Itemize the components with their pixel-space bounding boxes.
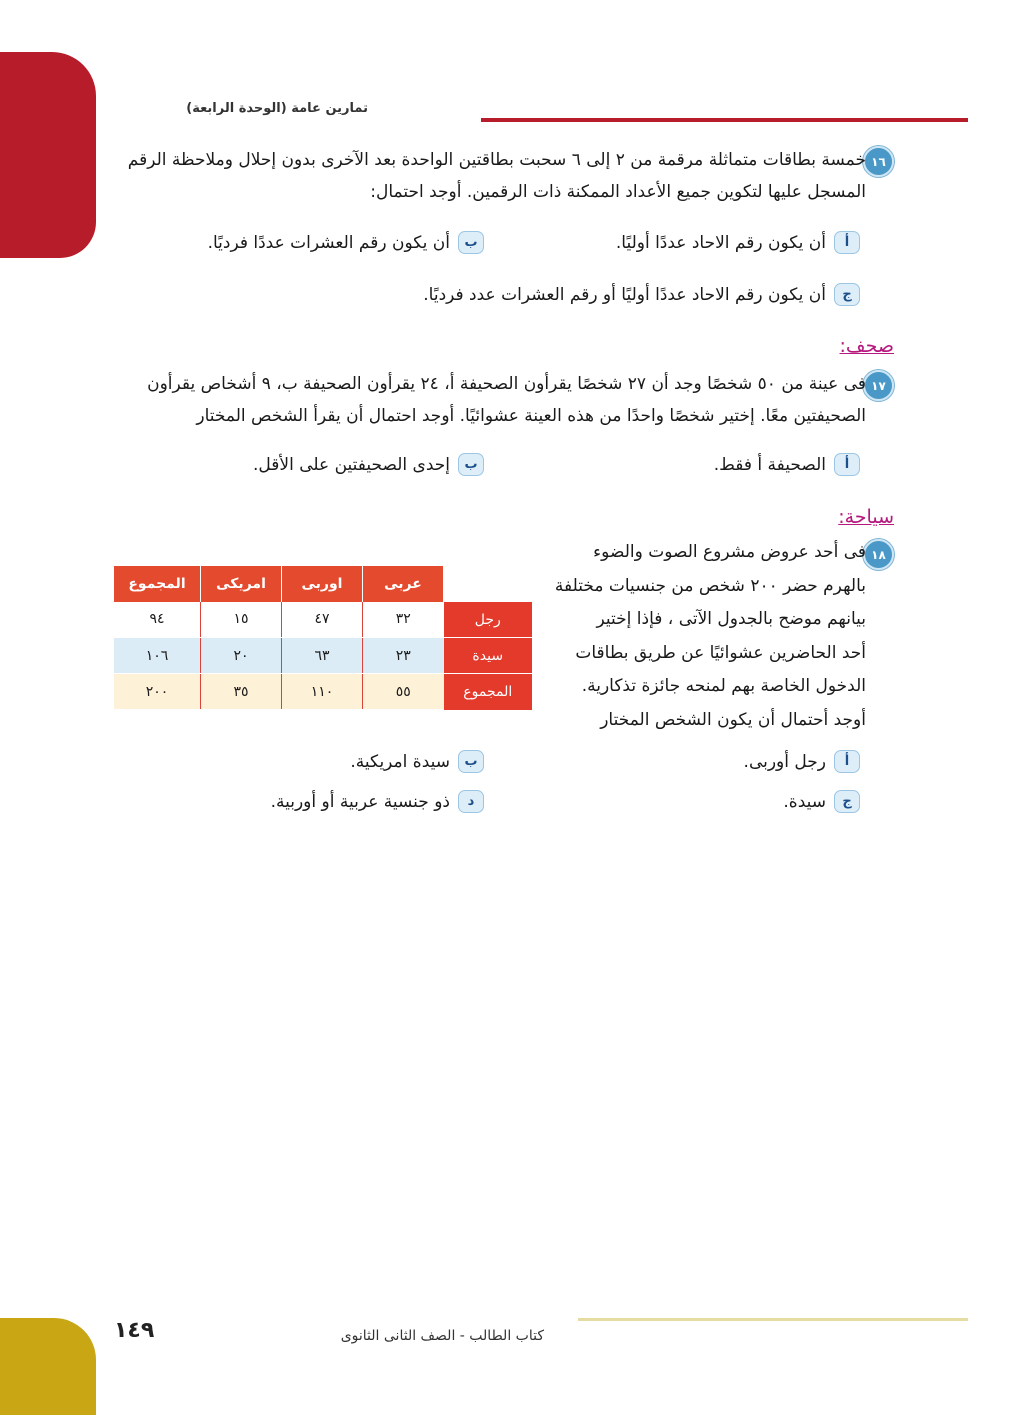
question-18-line-2: بالهرم حضر ٢٠٠ شخص من جنسيات مختلفة xyxy=(554,575,866,596)
page-number: ١٤٩ xyxy=(114,1318,155,1343)
option-a-text: الصحيفة أ فقط. xyxy=(713,454,826,475)
question-17-number-badge: ١٧ xyxy=(863,370,894,401)
option-b-text: سيدة امريكية. xyxy=(350,751,450,772)
table-cell: ١٠٦ xyxy=(114,638,201,674)
table-cell: ٦٣ xyxy=(282,638,363,674)
table-header-row xyxy=(114,566,532,602)
nationality-table xyxy=(114,566,532,710)
option-a-badge: أ xyxy=(834,453,860,476)
question-18-option-a xyxy=(744,750,860,773)
question-16-text xyxy=(114,144,866,208)
question-18-line-4: أحد الحاضرين عشوائيًا عن طريق بطاقات xyxy=(575,642,866,663)
question-18-line-5: الدخول الخاصة بهم لمنحه جائزة تذكارية. xyxy=(581,676,866,696)
question-18-number-badge: ١٨ xyxy=(863,539,894,570)
question-18-option-d xyxy=(271,790,484,813)
table-corner-cell xyxy=(444,566,533,602)
table-cell: ١٥ xyxy=(201,602,282,638)
table-cell: ٢٠٠ xyxy=(114,674,201,710)
option-b-badge: ب xyxy=(458,453,484,476)
table-cell: ٣٢ xyxy=(363,602,444,638)
section-heading-newspapers: صحف: xyxy=(839,335,894,357)
table-header-cell: امريكى xyxy=(201,566,282,602)
option-a-text: رجل أوربى. xyxy=(743,751,826,772)
option-b-text: إحدى الصحيفتين على الأقل. xyxy=(253,454,450,475)
option-a-badge: أ xyxy=(834,750,860,773)
question-18-option-b xyxy=(350,750,484,773)
table-row-label: المجموع xyxy=(444,674,533,710)
question-18-line-3: بيانهم موضح بالجدول الآتى ، فإذا إختير xyxy=(596,609,866,629)
red-corner-tab xyxy=(0,52,96,258)
table-header-cell: المجموع xyxy=(114,566,201,602)
table-cell: ٢٣ xyxy=(363,638,444,674)
question-17-line-2: الصحيفتين معًا. إختير شخصًا واحدًا من هذه العينة عشوائيًا. أوجد احتمال أن يقرأ الشخص المختار xyxy=(196,406,866,426)
section-heading-tourism: سياحة: xyxy=(838,506,894,528)
option-c-text: أن يكون رقم الاحاد عددًا أوليًا أو رقم العشرات عدد فرديًا. xyxy=(423,284,826,305)
table-cell: ١١٠ xyxy=(282,674,363,710)
question-18-text xyxy=(546,536,866,737)
option-b-text: أن يكون رقم العشرات عددًا فرديًا. xyxy=(207,232,450,253)
question-18-line-6: أوجد أحتمال أن يكون الشخص المختار xyxy=(600,709,866,730)
option-d-badge: د xyxy=(458,790,484,813)
footer-book-title: كتاب الطالب - الصف الثانى الثانوى xyxy=(340,1328,544,1344)
question-16-line-2: المسجل عليها لتكوين جميع الأعداد الممكنة ذات الرقمين. أوجد احتمال: xyxy=(370,182,866,202)
footer-rule xyxy=(578,1318,968,1321)
table-header-cell: عربى xyxy=(363,566,444,602)
option-a-text: أن يكون رقم الاحاد عددًا أوليًا. xyxy=(615,232,826,253)
option-c-badge: ج xyxy=(834,283,860,306)
question-17-option-b xyxy=(253,453,484,476)
table-cell: ٤٧ xyxy=(282,602,363,638)
table-row-label: رجل xyxy=(444,602,533,638)
question-17-option-a xyxy=(714,453,860,476)
question-16-option-a xyxy=(616,231,860,254)
question-16-line-1: خمسة بطاقات متماثلة مرقمة من ٢ إلى ٦ سحبت بطاقتين الواحدة بعد الآخرى بدون إحلال وملاحظة الرقم xyxy=(127,150,866,170)
option-d-text: ذو جنسية عربية أو أوربية. xyxy=(270,791,450,812)
table-row-label: سيدة xyxy=(444,638,533,674)
question-16-number-badge: ١٦ xyxy=(863,146,894,177)
table-row xyxy=(114,674,532,710)
table-row xyxy=(114,602,532,638)
table-cell: ٢٠ xyxy=(201,638,282,674)
question-17-text xyxy=(114,368,866,432)
table-header-cell: اوربى xyxy=(282,566,363,602)
page-header-title: تمارين عامة (الوحدة الرابعة) xyxy=(186,101,368,116)
table-row xyxy=(114,638,532,674)
gold-corner-tab xyxy=(0,1318,96,1415)
table-cell: ٩٤ xyxy=(114,602,201,638)
table-cell: ٣٥ xyxy=(201,674,282,710)
question-16-option-c xyxy=(423,283,860,306)
question-17-line-1: فى عينة من ٥٠ شخصًا وجد أن ٢٧ شخصًا يقرأون الصحيفة أ، ٢٤ يقرأون الصحيفة ب، ٩ أشخاص يقرأون xyxy=(147,374,866,394)
option-c-badge: ج xyxy=(834,790,860,813)
table-cell: ٥٥ xyxy=(363,674,444,710)
option-b-badge: ب xyxy=(458,231,484,254)
question-18-option-c xyxy=(783,790,860,813)
question-16-option-b xyxy=(208,231,484,254)
option-b-badge: ب xyxy=(458,750,484,773)
option-a-badge: أ xyxy=(834,231,860,254)
option-c-text: سيدة. xyxy=(783,791,826,812)
header-rule xyxy=(481,118,968,122)
question-18-line-1: فى أحد عروض مشروع الصوت والضوء xyxy=(593,542,866,562)
